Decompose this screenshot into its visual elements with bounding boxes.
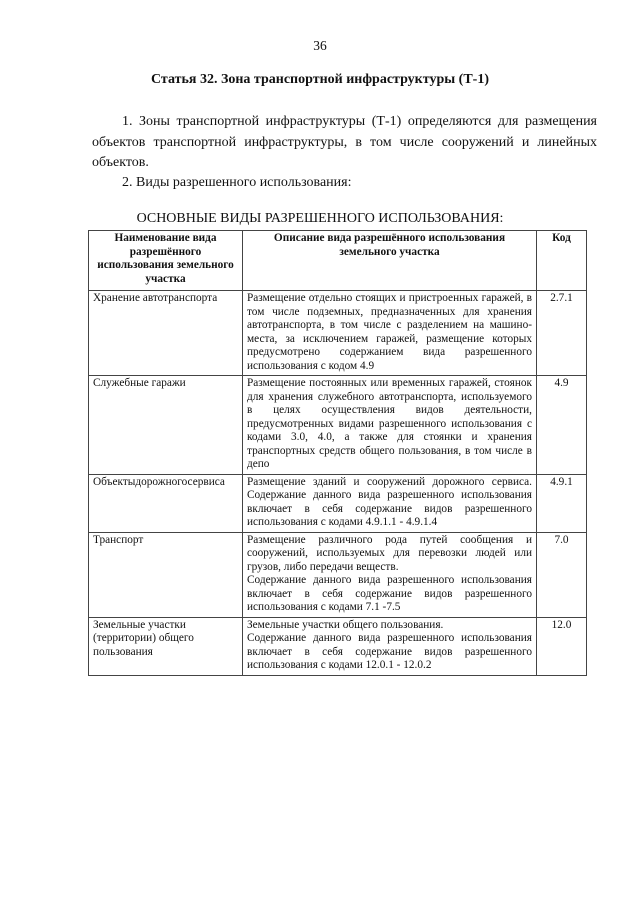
article-title: Статья 32. Зона транспортной инфраструктуры (Т-1) (151, 72, 489, 87)
header-use-name: Наименование вида разрешённого использования земельного участка (89, 231, 243, 291)
use-description (243, 291, 537, 376)
description-paragraph: Размещение различного рода путей сообщения и сооружений, используемых для перевозки людей или грузов, либо передачи веществ. (247, 533, 532, 573)
description-paragraph: Размещение зданий и сооружений дорожного сервиса. Содержание данного вида разрешенного использования включает в себя содержание видов разрешенного использования с кодами 4.9.1.1 - 4.9.1.4 (247, 475, 532, 528)
use-name: Служебные гаражи (89, 376, 243, 475)
table-row (89, 532, 587, 617)
table-row (89, 291, 587, 376)
description-paragraph: Содержание данного вида разрешенного использования включает в себя содержание видов разрешенного использования с кодами 7.1 -7.5 (247, 574, 532, 613)
description-paragraph: Размещение постоянных или временных гаражей, стоянок для хранения служебного автотранспорта, используемого в целях осуществления видов деятельности, предусмотренных видами разрешенного использования с кодами 3.0, 4.0, а также для стоянки и хранения транспортных средств общего пользования, в том числе в депо (247, 377, 532, 470)
use-description (243, 617, 537, 675)
use-name: Транспорт (89, 532, 243, 617)
header-use-description: Описание вида разрешённого использования земельного участка (243, 231, 537, 291)
use-description (243, 474, 537, 532)
use-name: Объектыдорожногосервиса (89, 474, 243, 532)
use-description (243, 376, 537, 475)
use-code: 12.0 (537, 617, 587, 675)
description-paragraph: Содержание данного вида разрешенного использования включает в себя содержание видов разрешенного использования с кодами 12.0.1 - 12.0.2 (247, 632, 532, 671)
page-number: 36 (313, 38, 327, 53)
use-code: 4.9 (537, 376, 587, 475)
description-paragraph: Размещение отдельно стоящих и пристроенных гаражей, в том числе подземных, предназначенных для хранения автотранспорта, в том числе с разделением на машино-места, за исключением гаражей, размещение которых предусмотрено содержанием вида разрешенного использования с кодом 4.9 (247, 292, 532, 372)
section-heading: ОСНОВНЫЕ ВИДЫ РАЗРЕШЕННОГО ИСПОЛЬЗОВАНИЯ: (136, 211, 504, 226)
paragraph-zone-definition: 1. Зоны транспортной инфраструктуры (Т-1) определяются для размещения объектов транспортной инфраструктуры, в том числе сооружений и линейных объектов. (92, 114, 597, 170)
use-description (243, 532, 537, 617)
description-paragraph: Земельные участки общего пользования. (247, 618, 444, 631)
use-name: Земельные участки (территории) общего пользования (89, 617, 243, 675)
use-code: 7.0 (537, 532, 587, 617)
use-code: 2.7.1 (537, 291, 587, 376)
header-code: Код (537, 231, 587, 291)
table-row (89, 474, 587, 532)
table-row (89, 617, 587, 675)
table-header-row (89, 231, 587, 291)
use-name: Хранение автотранспорта (89, 291, 243, 376)
table-row (89, 376, 587, 475)
paragraph-use-types: 2. Виды разрешенного использования: (122, 175, 352, 190)
permitted-uses-table (88, 230, 587, 676)
use-code: 4.9.1 (537, 474, 587, 532)
